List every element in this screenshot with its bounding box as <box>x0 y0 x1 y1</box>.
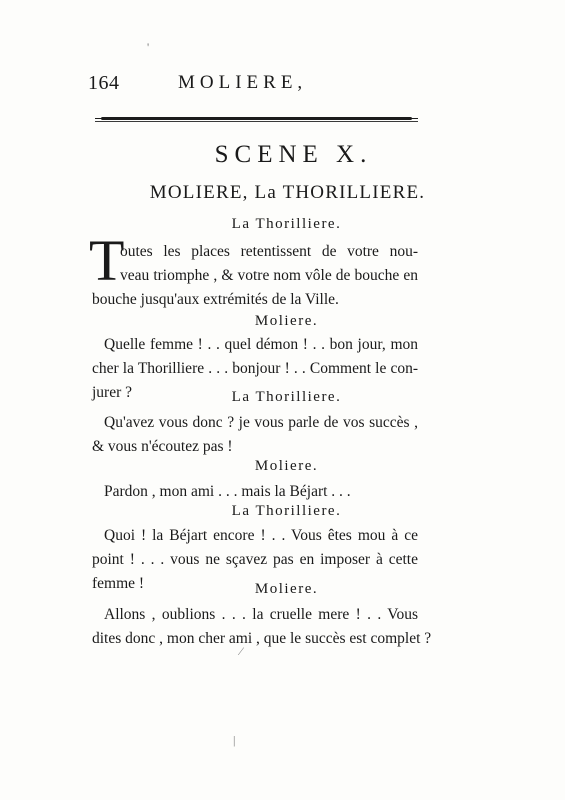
header-rule <box>95 116 418 123</box>
speaker-name: La Thorilliere. <box>231 216 342 232</box>
speaker-name: Moliere. <box>254 313 319 329</box>
speech-text <box>92 480 418 504</box>
speech-text <box>92 240 418 312</box>
speech-line: femme ! <box>92 575 145 592</box>
running-header <box>88 72 418 96</box>
speech-line: Quoi ! la Béjart encore ! . . Vous êtes mou à ce <box>104 527 418 544</box>
speech-line: & vous n'écoutez pas ! <box>92 438 233 455</box>
scene-title: SCENE X. <box>214 141 373 168</box>
paper-speck: ' <box>147 40 150 54</box>
speaker-name: Moliere. <box>254 581 319 597</box>
speech-line: Pardon , mon ami . . . mais la Béjart . . . <box>104 483 351 500</box>
speech-text <box>92 603 432 651</box>
speech-line: point ! . . . vous ne sçavez pas en imposer à cette <box>92 551 418 568</box>
running-title: MOLIERE, <box>178 72 308 93</box>
speech-line: outes les places retentissent de votre nou- <box>120 243 418 260</box>
speech-text <box>92 411 418 459</box>
speech-line: Qu'avez vous donc ? je vous parle de vos succès , <box>104 414 418 431</box>
speech-line: jurer ? <box>92 384 133 401</box>
speaker-name: Moliere. <box>254 458 319 474</box>
speech-line: veau triomphe , & votre nom vôle de bouche en <box>120 267 418 284</box>
paper-speck: ⁄ <box>240 644 243 658</box>
drop-cap: T <box>89 228 125 293</box>
scene-cast: MOLIERE, La THORILLIERE. <box>149 182 426 203</box>
speech-line: cher la Thorilliere . . . bonjour ! . . Comment le con- <box>92 360 418 377</box>
speech-line: dites donc , mon cher ami , que le succès est complet ? <box>92 630 432 647</box>
speech-line: Quelle femme ! . . quel démon ! . . bon jour, mon <box>104 336 418 353</box>
page-number: 164 <box>88 72 120 94</box>
speaker-name: La Thorilliere. <box>231 503 342 519</box>
speaker-name: La Thorilliere. <box>231 389 342 405</box>
speech-line: bouche jusqu'aux extrémités de la Ville. <box>92 291 339 308</box>
speech-line: Allons , oublions . . . la cruelle mere ! . . Vous <box>104 606 418 623</box>
paper-speck: | <box>233 733 236 747</box>
